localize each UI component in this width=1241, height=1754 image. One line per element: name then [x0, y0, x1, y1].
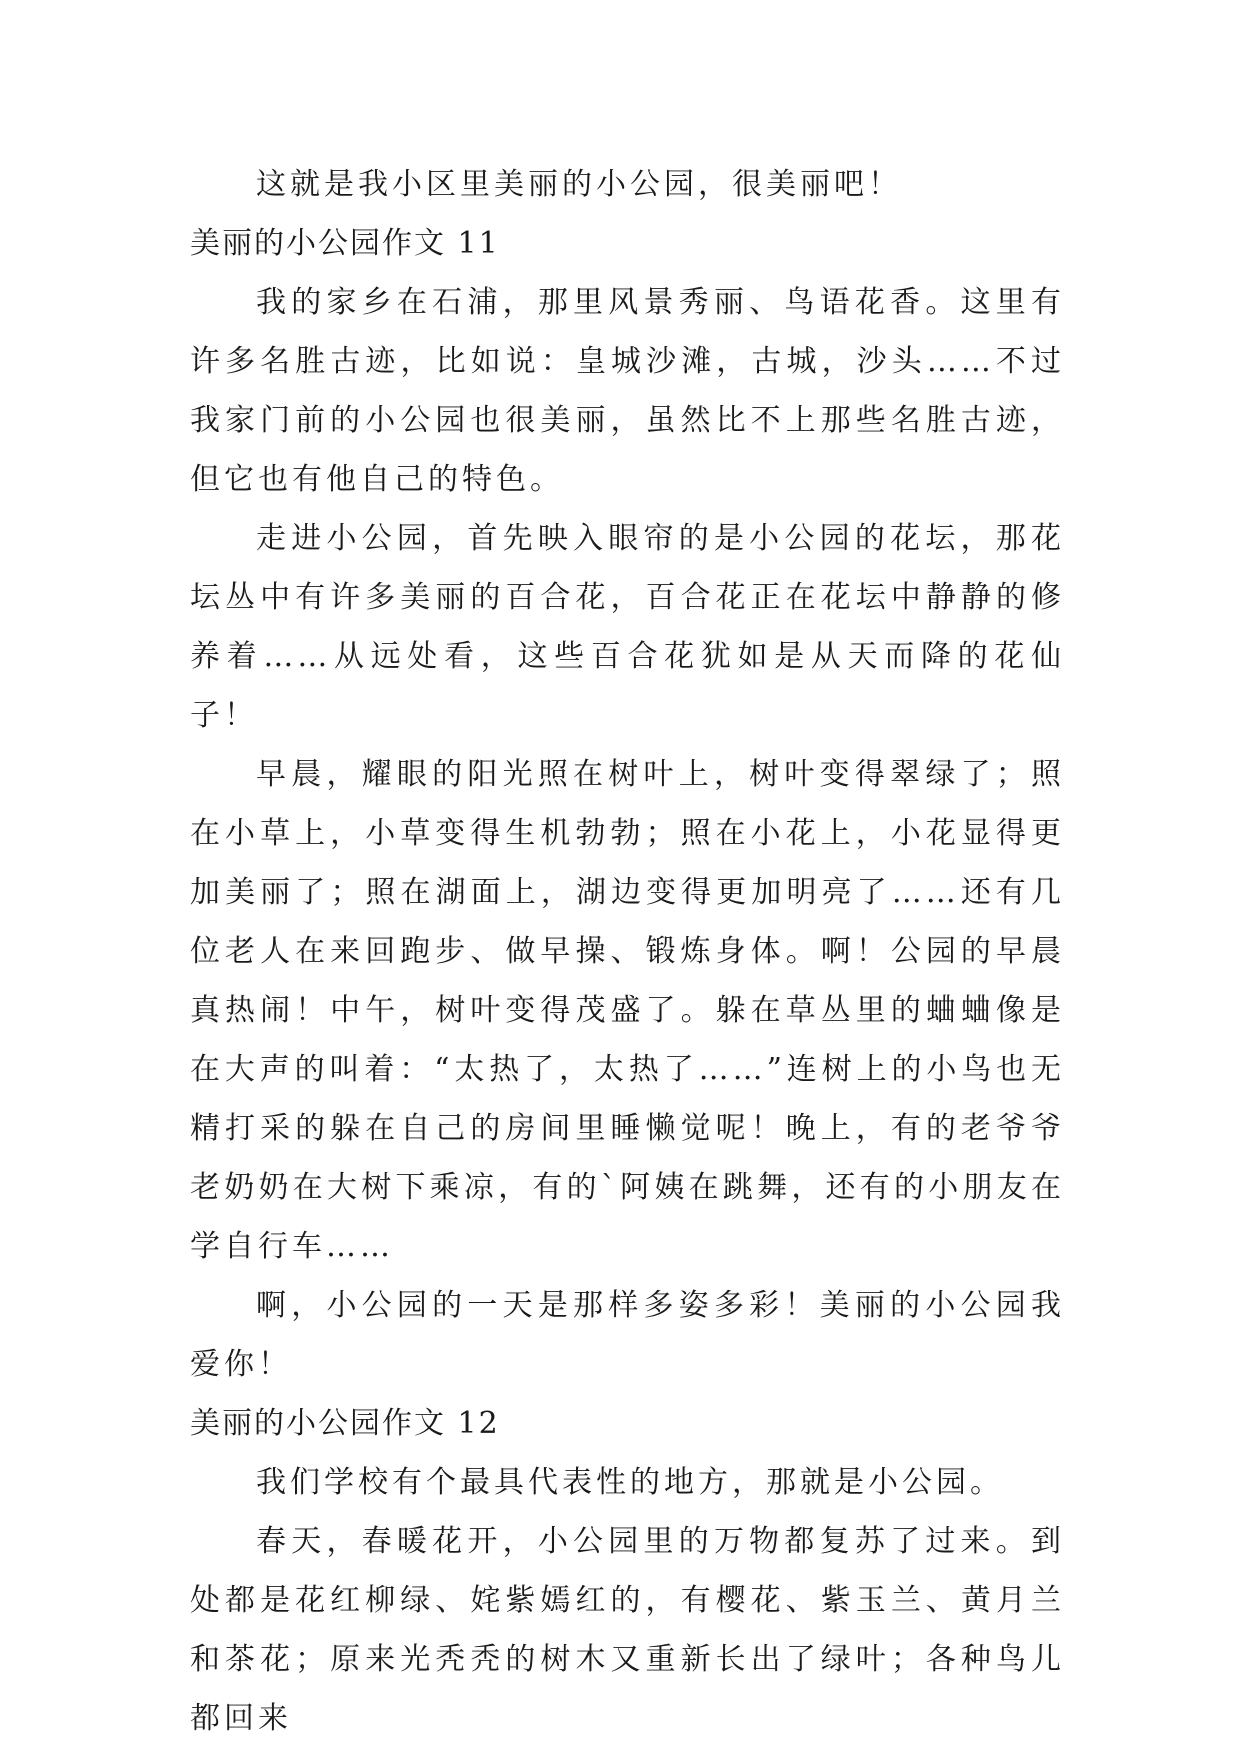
paragraph: 春天，春暖花开，小公园里的万物都复苏了过来。到处都是花红柳绿、姹紫嫣红的，有樱花、紫玉兰、黄月兰和茶花；原来光秃秃的树木又重新长出了绿叶；各种鸟儿都回来: [190, 1524, 1065, 1736]
paragraph: 啊，小公园的一天是那样多姿多彩！美丽的小公园我爱你！: [190, 1288, 1065, 1382]
paragraph: 我们学校有个最具代表性的地方，那就是小公园。: [256, 1465, 1004, 1500]
section-heading: 美丽的小公园作文 12: [190, 1406, 500, 1441]
document-body: [190, 155, 1065, 1748]
paragraph: 走进小公园，首先映入眼帘的是小公园的花坛，那花坛丛中有许多美丽的百合花，百合花正在花坛中静静的修养着……从远处看，这些百合花犹如是从天而降的花仙子！: [190, 521, 1065, 733]
paragraph: 早晨，耀眼的阳光照在树叶上，树叶变得翠绿了；照在小草上，小草变得生机勃勃；照在小花上，小花显得更加美丽了；照在湖面上，湖边变得更加明亮了……还有几位老人在来回跑步、做早操、锻炼身体。啊！公园的早晨真热闹！中午，树叶变得茂盛了。躲在草丛里的蛐蛐像是在大声的叫着：“太热了，太热了……”连树上的小鸟也无精打采的躲在自己的房间里睡懒觉呢！晚上，有的老爷爷老奶奶在大树下乘凉，有的`阿姨在跳舞，还有的小朋友在学自行车……: [190, 757, 1065, 1264]
paragraph: 我的家乡在石浦，那里风景秀丽、鸟语花香。这里有许多名胜古迹，比如说：皇城沙滩，古城，沙头……不过我家门前的小公园也很美丽，虽然比不上那些名胜古迹，但它也有他自己的特色。: [190, 285, 1065, 497]
section-heading: 美丽的小公园作文 11: [190, 226, 500, 261]
paragraph: 这就是我小区里美丽的小公园，很美丽吧！: [256, 167, 902, 202]
